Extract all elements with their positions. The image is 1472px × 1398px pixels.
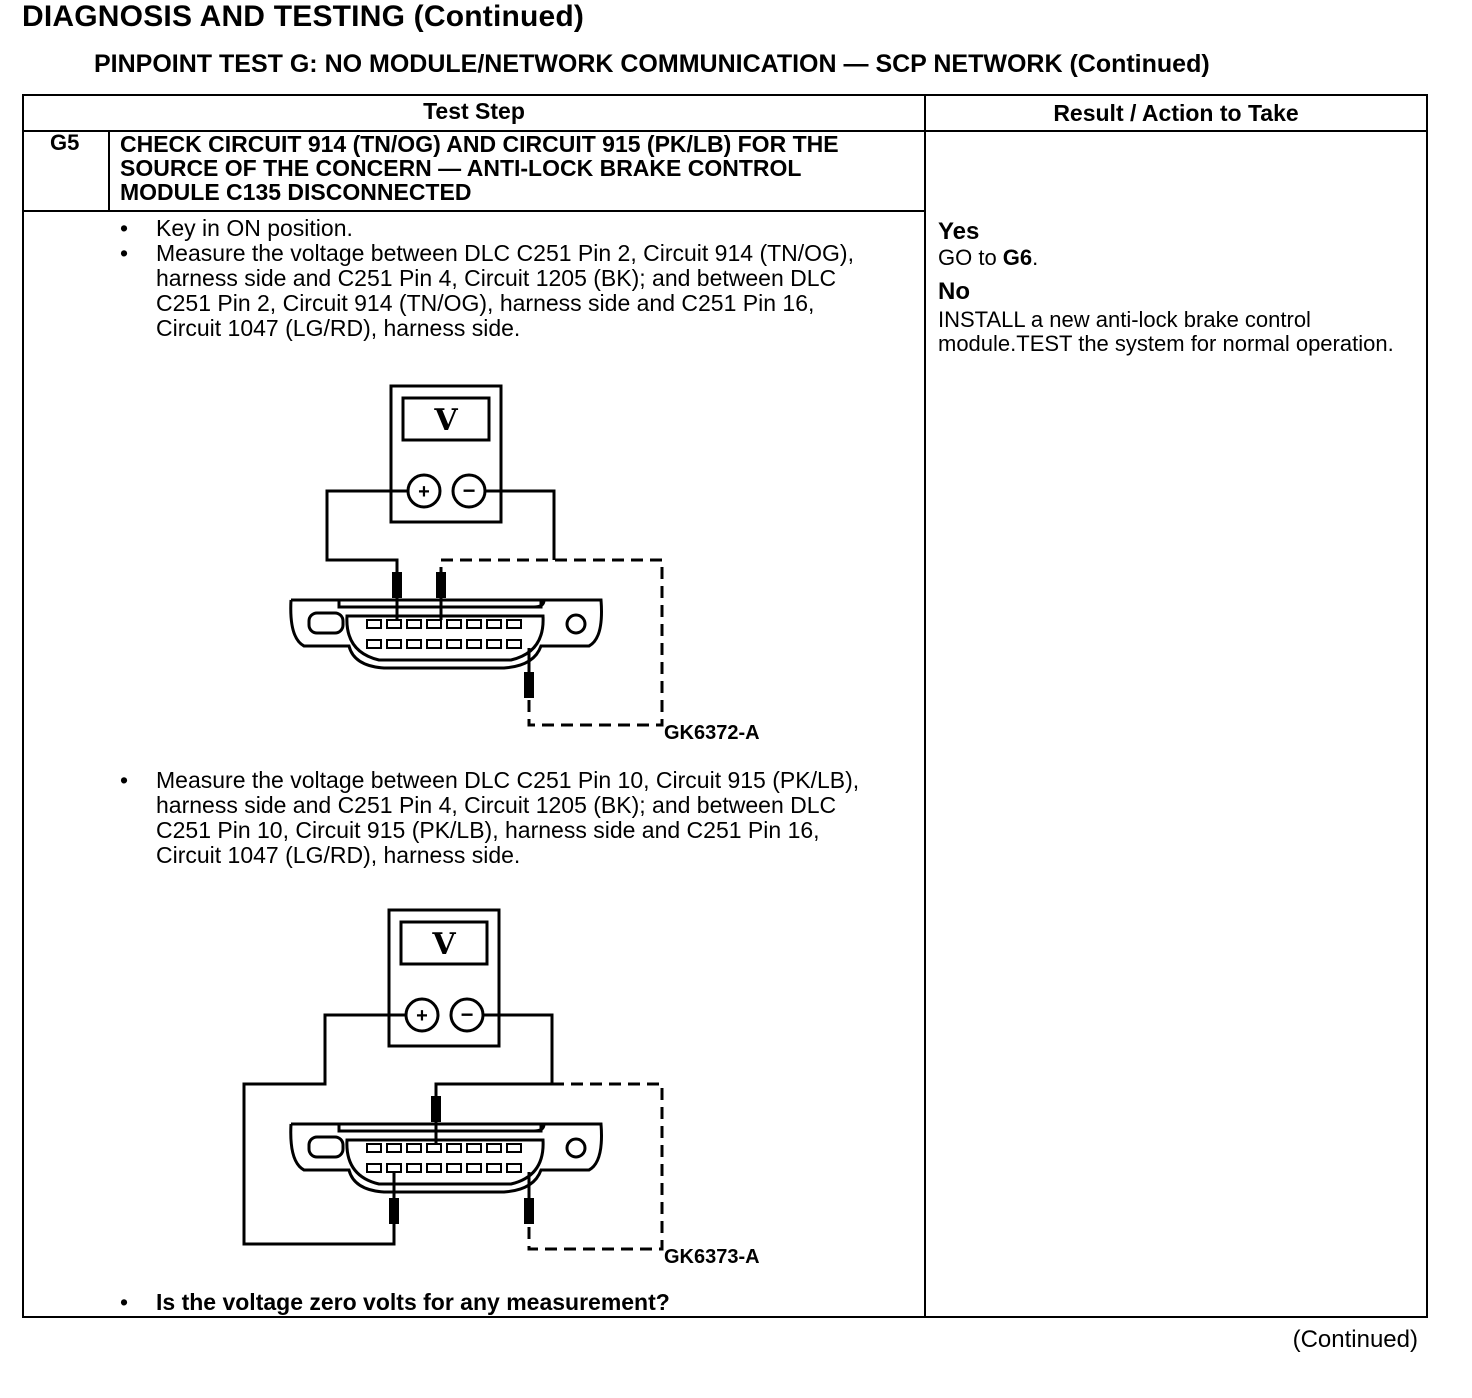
step-id: G5 bbox=[50, 130, 80, 155]
step-instructions-1 bbox=[114, 216, 876, 341]
meter-label: V bbox=[434, 403, 458, 438]
instruction-text: Measure the voltage between DLC C251 Pin 2, Circuit 914 (TN/OG), harness side and C251 Pin 4, Circuit 1205 (BK); and between DLC C251 Pin 2, Circuit 914 (TN/OG), harness side and C251 Pin 16, Circuit 1047 (LG/RD), harness side. bbox=[156, 240, 854, 341]
minus-sign: − bbox=[462, 478, 476, 503]
probe bbox=[436, 572, 446, 598]
result-yes-text bbox=[938, 246, 1398, 270]
minus-sign: − bbox=[460, 1002, 474, 1027]
bullet-glyph: • bbox=[120, 767, 129, 793]
bullet-glyph: • bbox=[120, 240, 129, 266]
step-instructions-2 bbox=[114, 768, 876, 868]
test-table bbox=[22, 94, 1428, 1318]
figure-code: GK6373-A bbox=[664, 1246, 760, 1268]
figure-code: GK6372-A bbox=[664, 722, 760, 744]
probe bbox=[524, 1198, 534, 1224]
step-question bbox=[114, 1290, 876, 1315]
plus-sign: + bbox=[418, 481, 430, 503]
list-item bbox=[114, 768, 876, 868]
diagram-voltmeter-dlc-2 bbox=[242, 908, 702, 1268]
column-divider bbox=[924, 96, 926, 1318]
question-text: Is the voltage zero volts for any measurement? bbox=[156, 1289, 670, 1315]
result-no-text: INSTALL a new anti-lock brake control module.TEST the system for normal operation. bbox=[938, 307, 1394, 356]
result-no-label: No bbox=[938, 278, 970, 305]
step-heading: CHECK CIRCUIT 914 (TN/OG) AND CIRCUIT 915 (PK/LB) FOR THE SOURCE OF THE CONCERN — ANTI-LOCK BRAKE CONTROL MODULE C135 DISCONNECTED bbox=[120, 131, 839, 205]
list-item bbox=[114, 241, 876, 341]
list-item bbox=[114, 1290, 876, 1315]
plus-sign: + bbox=[416, 1005, 428, 1027]
list-item bbox=[114, 216, 876, 241]
header-test-step: Test Step bbox=[423, 98, 525, 124]
result-yes-target: G6 bbox=[1002, 245, 1033, 270]
bullet-glyph: • bbox=[120, 215, 129, 241]
result-yes-suffix: . bbox=[1032, 245, 1039, 270]
result-yes-label: Yes bbox=[938, 218, 980, 245]
continued-footer: (Continued) bbox=[1292, 1326, 1418, 1353]
pinpoint-test-title: PINPOINT TEST G: NO MODULE/NETWORK COMMUNICATION — SCP NETWORK (Continued) bbox=[94, 50, 1210, 78]
header-result-action: Result / Action to Take bbox=[1053, 100, 1299, 126]
diagram-voltmeter-dlc-1 bbox=[279, 384, 699, 744]
probe bbox=[389, 1198, 399, 1224]
step-heading-divider bbox=[24, 210, 924, 212]
instruction-text: Measure the voltage between DLC C251 Pin 10, Circuit 915 (PK/LB), harness side and C251 Pin 4, Circuit 1205 (BK); and between DLC C251 Pin 10, Circuit 915 (PK/LB), harness side and C251 Pin 16, Circuit 1047 (LG/RD), harness side. bbox=[156, 767, 860, 868]
probe bbox=[431, 1096, 441, 1122]
result-yes-prefix: GO to bbox=[938, 245, 1003, 270]
probe bbox=[524, 672, 534, 698]
step-id-divider bbox=[108, 130, 110, 210]
probe bbox=[392, 572, 402, 598]
page-title: DIAGNOSIS AND TESTING (Continued) bbox=[22, 0, 585, 33]
meter-label: V bbox=[432, 927, 456, 962]
instruction-text: Key in ON position. bbox=[156, 215, 353, 241]
bullet-glyph: • bbox=[120, 1289, 129, 1315]
